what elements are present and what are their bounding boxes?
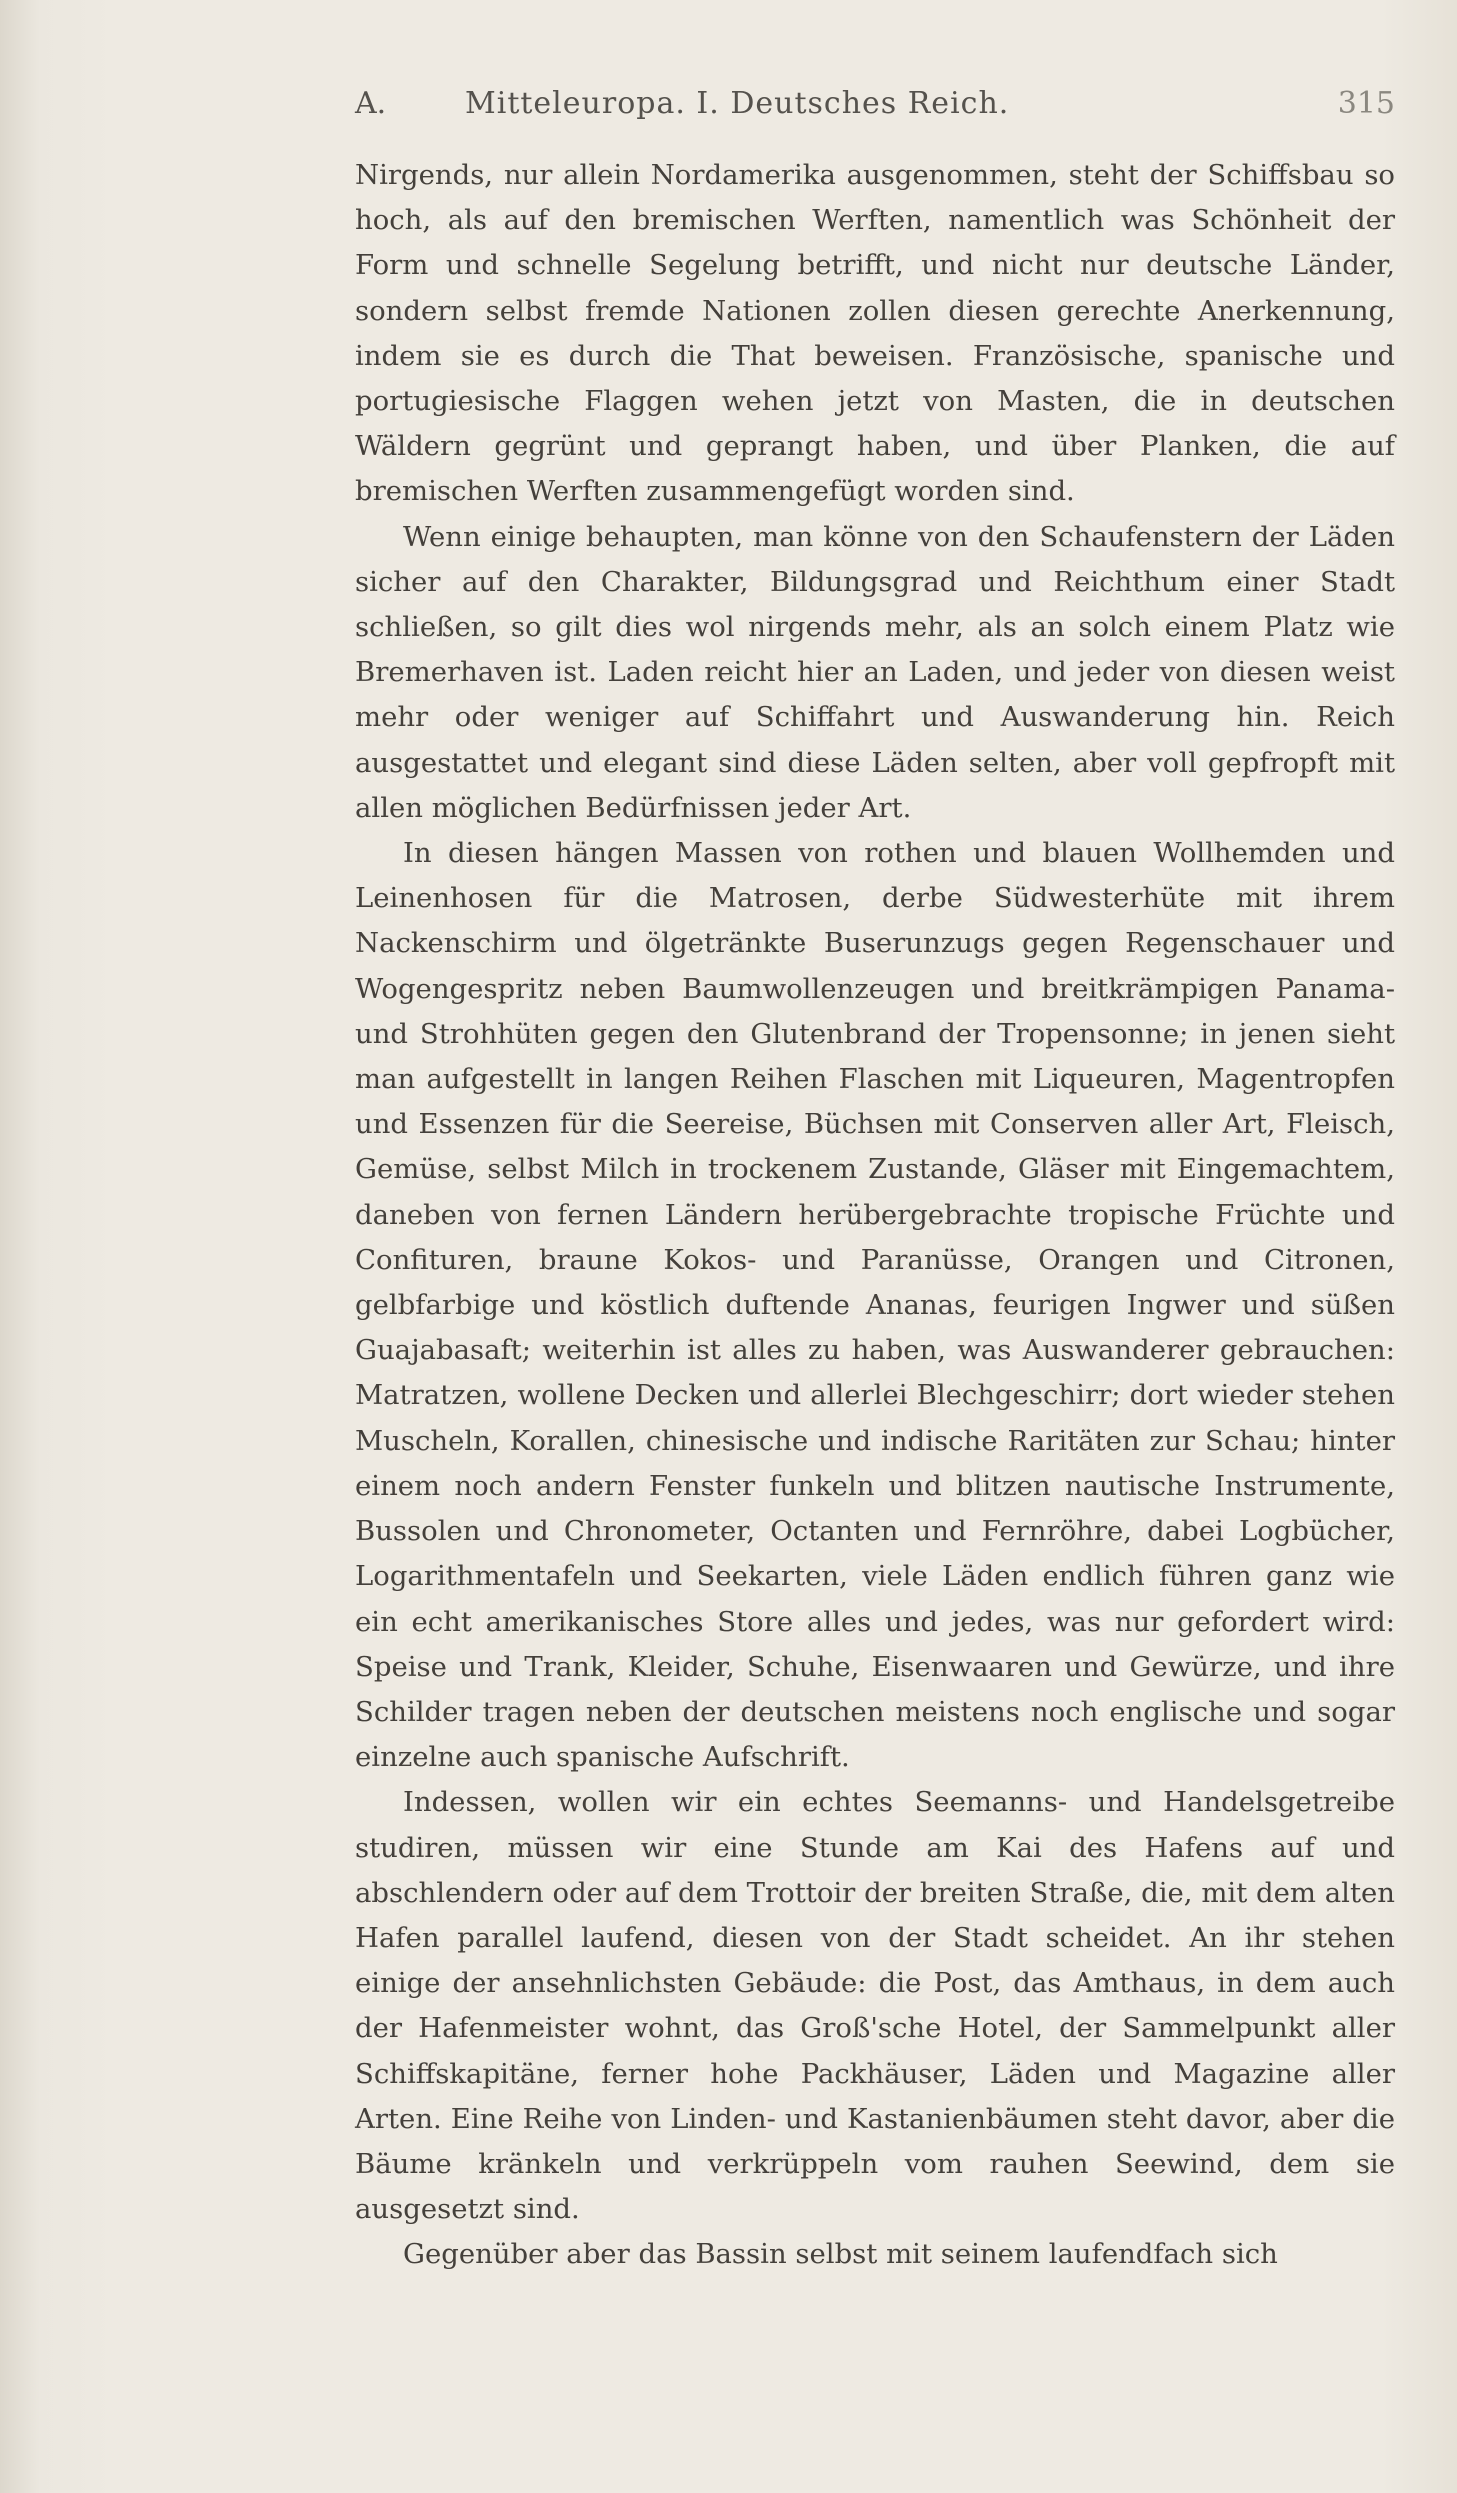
running-header bbox=[355, 86, 1395, 126]
body-text bbox=[355, 153, 1395, 2278]
paragraph: In diesen hängen Massen von rothen und blauen Wollhemden und Leinenhosen für die Matrosen, derbe Südwesterhüte mit ihrem Nackenschirm und ölgetränkte Buserunzugs gegen Regenschauer und Wogengespritz neben Baumwollenzeugen und breitkrämpigen Panama- und Strohhüten gegen den Glutenbrand der Tropensonne; in jenen sieht man aufgestellt in langen Reihen Flaschen mit Liqueuren, Magentropfen und Essenzen für die Seereise, Büchsen mit Conserven aller Art, Fleisch, Gemüse, selbst Milch in trockenem Zustande, Gläser mit Eingemachtem, daneben von fernen Ländern herübergebrachte tropische Früchte und Confituren, braune Kokos- und Paranüsse, Orangen und Citronen, gelbfarbige und köstlich duftende Ananas, feurigen Ingwer und süßen Guajabasaft; weiterhin ist alles zu haben, was Auswanderer gebrauchen: Matratzen, wollene Decken und allerlei Blechgeschirr; dort wieder stehen Muscheln, Korallen, chinesische und indische Raritäten zur Schau; hinter einem noch andern Fenster funkeln und blitzen nautische Instrumente, Bussolen und Chronometer, Octanten und Fernröhre, dabei Logbücher, Logarithmentafeln und Seekarten, viele Läden endlich führen ganz wie ein echt amerikanisches Store alles und jedes, was nur gefordert wird: Speise und Trank, Kleider, Schuhe, Eisenwaaren und Gewürze, und ihre Schilder tragen neben der deutschen meistens noch englische und sogar einzelne auch spanische Aufschrift. bbox=[355, 837, 1395, 1774]
paragraph: Indessen, wollen wir ein echtes Seemanns- und Handelsgetreibe studiren, müssen wir eine Stunde am Kai des Hafens auf und abschlendern oder auf dem Trottoir der breiten Straße, die, mit dem alten Hafen parallel laufend, diesen von der Stadt scheidet. An ihr stehen einige der ansehnlichsten Gebäude: die Post, das Amthaus, in dem auch der Hafenmeister wohnt, das Groß'sche Hotel, der Sammelpunkt aller Schiffskapitäne, ferner hohe Packhäuser, Läden und Magazine aller Arten. Eine Reihe von Linden- und Kastanienbäumen steht davor, aber die Bäume kränkeln und verkrüppeln vom rauhen Seewind, dem sie ausgesetzt sind. bbox=[355, 1786, 1395, 2226]
section-letter: A. bbox=[355, 86, 387, 121]
paragraph: Wenn einige behaupten, man könne von den Schaufenstern der Läden sicher auf den Charakter, Bildungsgrad und Reichthum einer Stadt schließen, so gilt dies wol nirgends mehr, als an solch einem Platz wie Bremerhaven ist. Laden reicht hier an Laden, und jeder von diesen weist mehr oder weniger auf Schiffahrt und Auswanderung hin. Reich ausgestattet und elegant sind diese Läden selten, aber voll gepfropft mit allen möglichen Bedürfnissen jeder Art. bbox=[355, 520, 1395, 824]
running-title: Mitteleuropa. I. Deutsches Reich. bbox=[465, 86, 1010, 121]
paragraph: Gegenüber aber das Bassin selbst mit seinem laufendfach sich bbox=[403, 2238, 1278, 2271]
paragraph: Nirgends, nur allein Nordamerika ausgenommen, steht der Schiffsbau so hoch, als auf den bremischen Werften, namentlich was Schönheit der Form und schnelle Segelung betrifft, und nicht nur deutsche Länder, sondern selbst fremde Nationen zollen diesen gerechte Anerkennung, indem sie es durch die That beweisen. Französische, spanische und portugiesische Flaggen wehen jetzt von Masten, die in deutschen Wäldern gegrünt und geprangt haben, und über Planken, die auf bremischen Werften zusammengefügt worden sind. bbox=[355, 159, 1395, 508]
page-number: 315 bbox=[1337, 86, 1395, 121]
